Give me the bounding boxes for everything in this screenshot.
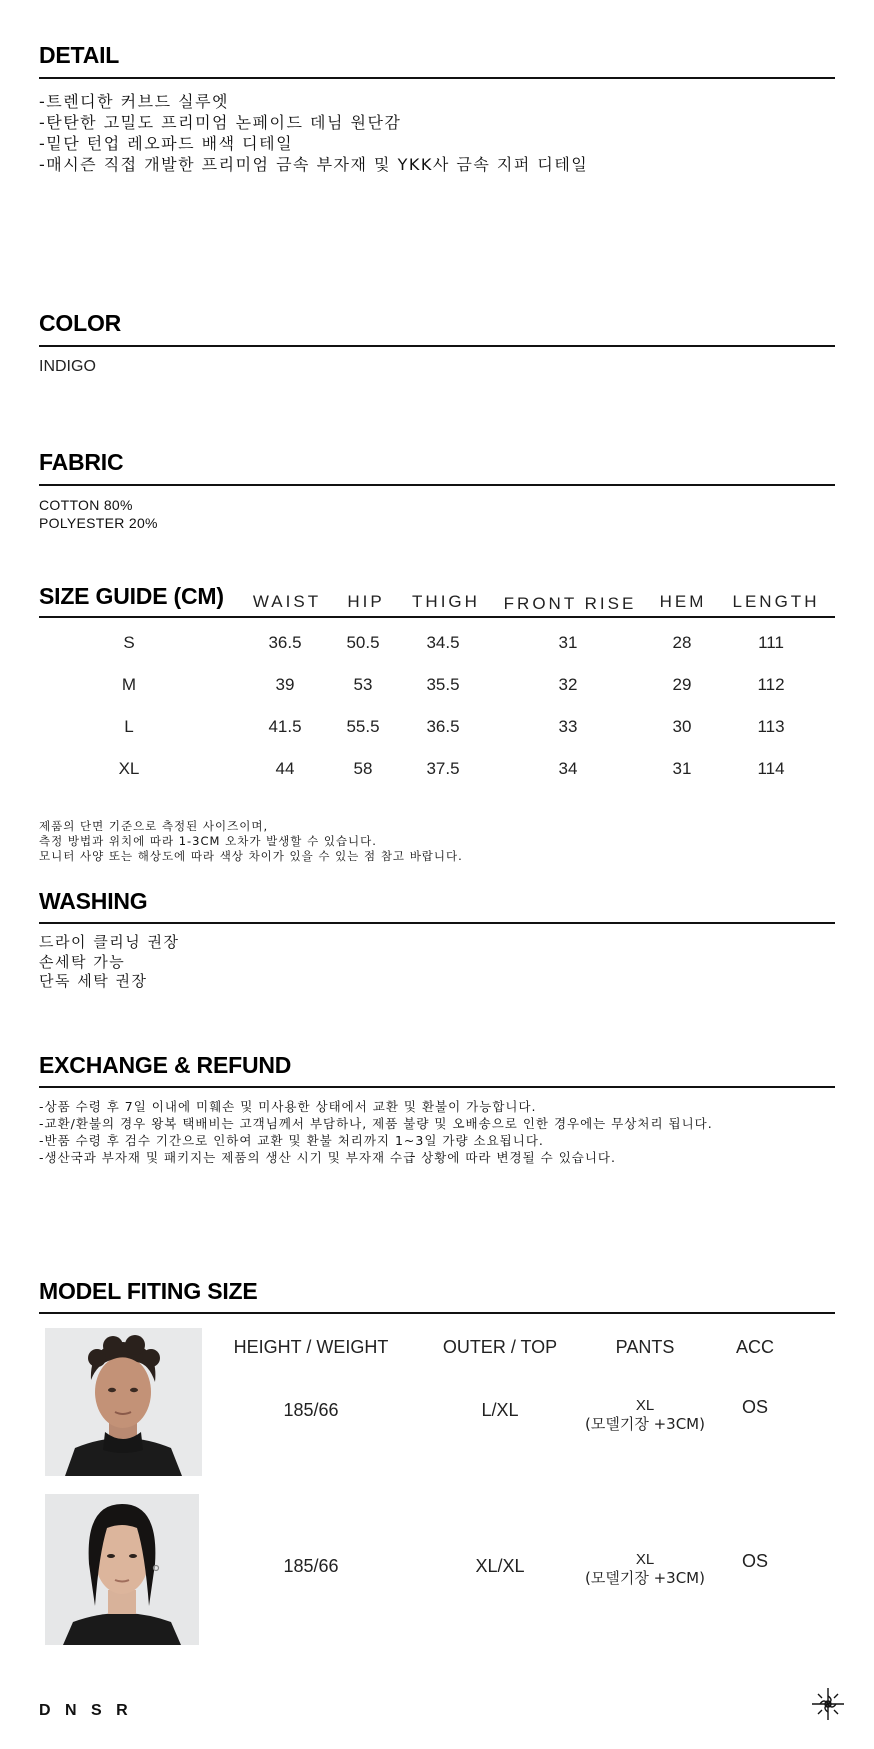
fabric-line: POLYESTER 20% <box>39 515 158 531</box>
divider <box>39 1086 835 1088</box>
washing-list <box>39 933 179 992</box>
exchange-list <box>39 1098 713 1166</box>
model-title: MODEL FITING SIZE <box>39 1278 258 1304</box>
size-cell: 34 <box>558 759 578 778</box>
model-pants: XL <box>635 1551 655 1568</box>
detail-line: -밑단 턴업 레오파드 배색 디테일 <box>39 134 294 153</box>
size-cell: 36.5 <box>268 633 302 652</box>
exchange-title: EXCHANGE & REFUND <box>39 1052 292 1078</box>
size-cell: 111 <box>758 633 784 652</box>
size-note: 측정 방법과 위치에 따라 1-3CM 오차가 발생할 수 있습니다. <box>39 834 377 848</box>
model-pants-note: (모델기장 +3CM) <box>585 1415 705 1433</box>
model-outer-top: XL/XL <box>475 1556 525 1576</box>
exchange-line: -교환/환불의 경우 왕복 택배비는 고객님께서 부담하나, 제품 불량 및 오배송으로 인한 경우에는 무상처리 됩니다. <box>39 1116 713 1131</box>
size-note: 제품의 단면 기준으로 측정된 사이즈이며, <box>39 819 269 833</box>
exchange-line: -상품 수령 후 7일 이내에 미훼손 및 미사용한 상태에서 교환 및 환불이 가능합니다. <box>39 1099 537 1114</box>
detail-list <box>39 91 588 175</box>
size-label: S <box>123 633 135 652</box>
divider <box>39 484 835 486</box>
exchange-line: -반품 수령 후 검수 기간으로 인하여 교환 및 환불 처리까지 1~3일 가량 소요됩니다. <box>39 1133 544 1148</box>
size-cell: 112 <box>757 675 785 694</box>
size-cell: 50.5 <box>346 633 380 652</box>
size-cell: 35.5 <box>426 675 460 694</box>
divider <box>39 922 835 924</box>
size-col-waist: WAIST <box>252 592 322 611</box>
model-pants-note: (모델기장 +3CM) <box>585 1569 705 1587</box>
color-value: INDIGO <box>39 358 96 375</box>
size-cell: 31 <box>558 633 578 652</box>
color-title: COLOR <box>39 310 122 336</box>
size-col-length: LENGTH <box>732 592 820 611</box>
model-height-weight: 185/66 <box>283 1556 339 1576</box>
size-note: 모니터 사양 또는 해상도에 따라 색상 차이가 있을 수 있는 점 참고 바랍니다. <box>39 849 463 863</box>
divider <box>39 616 835 618</box>
size-cell: 41.5 <box>268 717 302 736</box>
washing-line: 단독 세탁 권장 <box>39 972 148 990</box>
divider <box>39 345 835 347</box>
size-cell: 29 <box>672 675 692 694</box>
model-col-acc: ACC <box>735 1337 774 1357</box>
model-col-outer-top: OUTER / TOP <box>442 1337 558 1357</box>
size-cell: 114 <box>757 759 785 778</box>
size-cell: 44 <box>275 759 295 778</box>
size-cell: 30 <box>672 717 692 736</box>
size-cell: 55.5 <box>346 717 380 736</box>
washing-title: WASHING <box>39 888 148 914</box>
size-cell: 36.5 <box>426 717 460 736</box>
exchange-line: -생산국과 부자재 및 패키지는 제품의 생산 시기 및 부자재 수급 상황에 따라 변경될 수 있습니다. <box>39 1150 616 1165</box>
model-portrait <box>45 1328 202 1476</box>
size-cell: 34.5 <box>426 633 460 652</box>
model-photo <box>45 1494 199 1645</box>
size-cell: 58 <box>353 759 373 778</box>
size-cell: 37.5 <box>426 759 460 778</box>
divider <box>39 1312 835 1314</box>
model-acc: OS <box>741 1551 768 1571</box>
model-col-pants: PANTS <box>615 1337 675 1357</box>
detail-title: DETAIL <box>39 42 120 68</box>
size-cell: 31 <box>672 759 692 778</box>
size-cell: 33 <box>558 717 578 736</box>
size-cell: 53 <box>353 675 373 694</box>
size-notes <box>39 819 463 864</box>
fabric-list <box>39 496 158 532</box>
size-cell: 32 <box>558 675 578 694</box>
washing-line: 드라이 클리닝 권장 <box>39 933 180 951</box>
model-outer-top: L/XL <box>481 1400 519 1420</box>
size-cell: 39 <box>275 675 295 694</box>
model-height-weight: 185/66 <box>283 1400 339 1420</box>
fabric-line: COTTON 80% <box>39 497 133 513</box>
washing-line: 손세탁 가능 <box>39 952 126 971</box>
size-col-hip: HIP <box>347 592 385 611</box>
model-pants: XL <box>635 1397 655 1414</box>
size-col-thigh: THIGH <box>412 592 480 611</box>
detail-line: -탄탄한 고밀도 프리미엄 논페이드 데님 원단감 <box>39 113 402 132</box>
detail-line: -매시즌 직접 개발한 프리미엄 금속 부자재 및 YKK사 금속 지퍼 디테일 <box>39 155 589 174</box>
size-col-front-rise: FRONT RISE <box>503 594 637 613</box>
model-photo <box>45 1328 202 1476</box>
model-col-height-weight: HEIGHT / WEIGHT <box>233 1337 389 1357</box>
size-label: L <box>124 717 134 736</box>
model-acc: OS <box>741 1397 768 1417</box>
divider <box>39 77 835 79</box>
size-cell: 113 <box>757 717 785 736</box>
size-col-hem: HEM <box>659 592 707 611</box>
fabric-title: FABRIC <box>39 449 124 475</box>
size-cell: 28 <box>672 633 692 652</box>
size-label: M <box>121 675 137 694</box>
size-label: XL <box>118 759 140 778</box>
detail-line: -트렌디한 커브드 실루엣 <box>39 92 230 111</box>
brand-emblem-icon <box>810 1686 846 1722</box>
brand-logo: D N S R <box>39 1702 133 1719</box>
model-portrait <box>45 1494 199 1645</box>
size-guide-title: SIZE GUIDE (CM) <box>39 583 224 609</box>
